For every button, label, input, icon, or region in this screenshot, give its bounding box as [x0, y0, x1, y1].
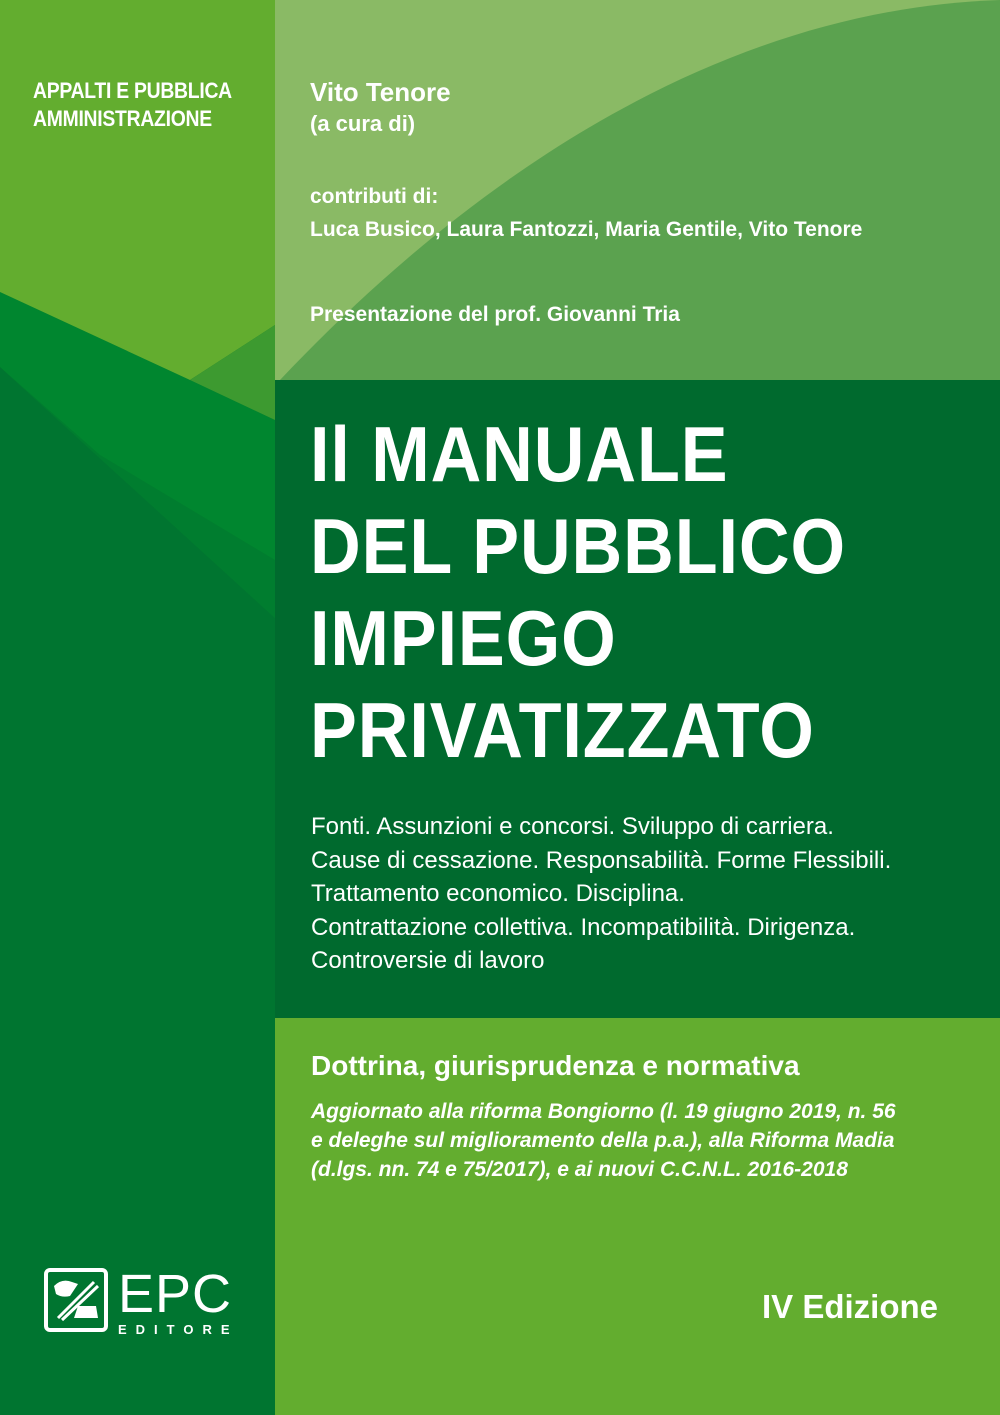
publisher-sub: EDITORE [118, 1322, 239, 1337]
genre: Dottrina, giurisprudenza e normativa [311, 1050, 800, 1081]
topic-line: Fonti. Assunzioni e concorsi. Sviluppo di carriera. [311, 813, 834, 840]
title-line: DEL PUBBLICO [310, 502, 847, 590]
topic-line: Trattamento economico. Disciplina. [311, 880, 685, 907]
topic-line: Contrattazione collettiva. Incompatibilità. Dirigenza. [311, 913, 856, 941]
series-name [33, 77, 232, 133]
editor-name: Vito Tenore [310, 77, 451, 107]
book-title [310, 408, 846, 776]
lion-book-icon [44, 1268, 108, 1332]
title-line: IMPIEGO [310, 594, 617, 682]
topic-line: Controversie di lavoro [311, 947, 545, 974]
contributors-label: contributi di: [310, 185, 439, 208]
contributors [310, 180, 862, 246]
title-line: Il MANUALE [310, 410, 729, 498]
topics [311, 810, 891, 978]
topic-line: Cause di cessazione. Responsabilità. Forme Flessibili. [311, 846, 892, 874]
presentation: Presentazione del prof. Giovanni Tria [310, 303, 680, 326]
update-line: Aggiornato alla riforma Bongiorno (l. 19 giugno 2019, n. 56 [311, 1100, 896, 1123]
editor-role: (a cura di) [310, 111, 416, 136]
title-line: PRIVATIZZATO [310, 686, 815, 774]
publisher-name: EPC [118, 1264, 233, 1324]
contributors-names: Luca Busico, Laura Fantozzi, Maria Gentile, Vito Tenore [310, 218, 863, 241]
edition: IV Edizione [762, 1288, 939, 1325]
series-line: AMMINISTRAZIONE [33, 106, 212, 131]
update-line: e deleghe sul miglioramento della p.a.), alla Riforma Madia [311, 1129, 895, 1152]
editor [310, 76, 451, 140]
series-line: APPALTI E PUBBLICA [33, 78, 232, 103]
update-note [311, 1097, 896, 1184]
publisher-logo [44, 1264, 239, 1337]
update-line: (d.lgs. nn. 74 e 75/2017), e ai nuovi C.C.N.L. 2016-2018 [311, 1158, 848, 1181]
